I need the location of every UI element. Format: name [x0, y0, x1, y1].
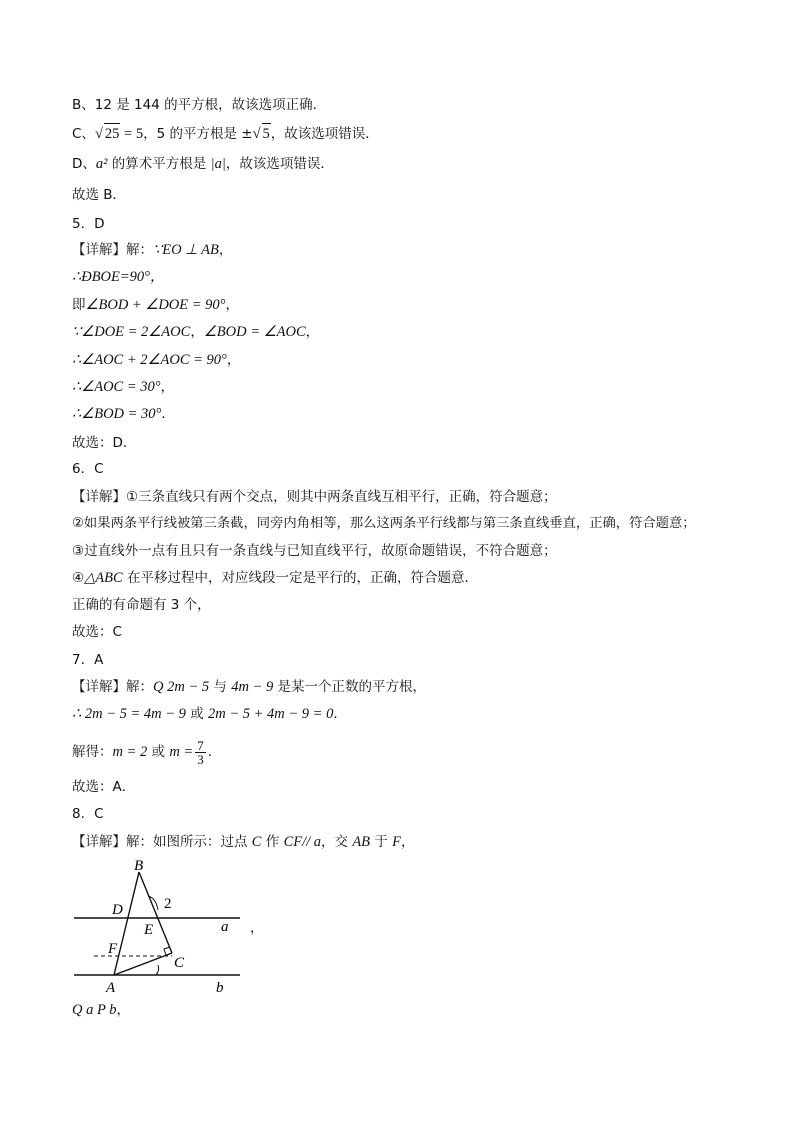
- text: 故选 B．: [72, 187, 127, 203]
- text: 6．C: [72, 461, 104, 477]
- text: 在平移过程中，对应线段一定是平行的，正确，符合题意．: [122, 570, 478, 586]
- text: 即: [72, 297, 86, 313]
- text: ，: [190, 324, 204, 340]
- numerator: 7: [197, 737, 204, 753]
- line-option-d: [72, 154, 334, 174]
- math: ∵EO ⊥ AB: [153, 242, 219, 258]
- line-q6-count: [72, 595, 211, 615]
- segment-bc: [139, 872, 172, 953]
- label-a-point: A: [106, 980, 116, 996]
- label-e-point: E: [144, 922, 154, 938]
- line-q5-step1: [72, 267, 164, 287]
- text: ③过直线外一点有且只有一条直线与已知直线平行，故原命题错误，不符合题意；: [72, 543, 557, 559]
- text: ，故该选项错误．: [225, 156, 334, 172]
- text: 5．D: [72, 216, 105, 232]
- line-answer-6: [72, 622, 122, 642]
- text: 【详解】解：: [72, 242, 153, 258]
- math: △ABC: [84, 570, 123, 586]
- label-angle-2: 2: [164, 896, 172, 912]
- text: 故选：A．: [72, 779, 136, 795]
- sqrt-25: 25: [104, 123, 121, 144]
- text: ，: [305, 324, 320, 340]
- math: 4m − 9: [231, 679, 274, 695]
- text: 【详解】解：: [72, 679, 153, 695]
- text: 的算术平方根是: [107, 156, 211, 172]
- line-q5-step2: [72, 295, 239, 315]
- line-q8: [72, 804, 104, 824]
- text: ，: [401, 834, 415, 850]
- math: Q 2m − 5: [153, 679, 210, 695]
- line-q6: [72, 459, 104, 479]
- line-q5-step4: [72, 350, 240, 370]
- text: 与: [209, 679, 232, 695]
- line-option-c: C、√ 25 = 5，5 的平方根是 ±√ 5，故该选项错误．: [72, 123, 379, 144]
- line-option-b: [72, 95, 326, 115]
- text: 于: [370, 834, 393, 850]
- text: 【详解】①三条直线只有两个交点，则其中两条直线互相平行，正确，符合题意；: [72, 489, 557, 505]
- text: ，: [225, 297, 239, 313]
- math: ∴∠AOC + 2∠AOC = 90°: [72, 352, 227, 368]
- line-q5-step6: [72, 404, 175, 424]
- math: m = 2: [112, 744, 148, 760]
- label-f-point: F: [108, 941, 118, 957]
- denominator: 3: [197, 751, 204, 767]
- line-q6-item3: [72, 541, 557, 561]
- math: a²: [95, 156, 108, 172]
- text: 作: [261, 834, 284, 850]
- label-c-point: C: [174, 955, 185, 971]
- text: ，: [160, 379, 175, 395]
- text: ④: [72, 570, 85, 586]
- text: 7．A: [72, 652, 104, 668]
- line-answer-4: [72, 185, 126, 205]
- text: 是某一个正数的平方根，: [273, 679, 427, 695]
- math: |a|: [210, 156, 226, 172]
- math: AB: [352, 834, 371, 850]
- text: ，: [250, 920, 264, 936]
- label-line-a: a: [221, 919, 229, 935]
- label-b-point: B: [134, 858, 144, 874]
- math: ∵∠DOE = 2∠AOC: [72, 324, 191, 340]
- line-q6-item1: [72, 487, 557, 507]
- line-q8-step1: [72, 1000, 130, 1020]
- line-q7-detail: [72, 677, 426, 697]
- line-q7-solution: [72, 737, 221, 767]
- math: C: [251, 834, 262, 850]
- text: ，故该选项错误．: [270, 126, 379, 142]
- line-q6-item4: [72, 568, 478, 588]
- angle-a-arc: [156, 965, 159, 975]
- text: 正确的有命题有 3 个，: [72, 597, 211, 613]
- label-line-b: b: [216, 980, 224, 996]
- figure-trailing-comma: [250, 918, 264, 938]
- line-q5-detail: [72, 240, 232, 260]
- text: ，: [218, 242, 233, 258]
- line-q5-step5: [72, 377, 174, 397]
- math: F: [392, 834, 401, 850]
- line-answer-7: [72, 777, 135, 797]
- text: C、: [72, 126, 95, 142]
- sqrt-5: 5: [262, 123, 271, 144]
- fraction-7-3: [195, 739, 206, 766]
- line-q8-detail: [72, 832, 415, 852]
- math: = 5: [120, 126, 144, 142]
- text: ．: [161, 406, 175, 422]
- text: 解得：: [72, 744, 113, 760]
- text: D、: [72, 156, 96, 172]
- math: CF// a: [283, 834, 322, 850]
- math: ∠BOD = ∠AOC: [203, 324, 306, 340]
- math: m =: [169, 744, 194, 760]
- line-q6-item2: [72, 514, 696, 534]
- math: ∴∠AOC = 30°: [72, 379, 161, 395]
- text: ．: [207, 744, 222, 760]
- math: 2m − 5 + 4m − 9 = 0: [208, 706, 334, 722]
- text: 8．C: [72, 806, 104, 822]
- geometry-figure: [68, 852, 268, 1002]
- math: Q a P b: [72, 1002, 117, 1018]
- text: ，: [116, 1002, 130, 1018]
- math: ∠BOD + ∠DOE = 90°: [85, 297, 226, 313]
- label-d-point: D: [112, 902, 123, 918]
- math: ∴ 2m − 5 = 4m − 9: [72, 706, 186, 722]
- text: 故选：C: [72, 624, 122, 640]
- text: 或: [185, 706, 208, 722]
- line-q7-step1: [72, 704, 347, 724]
- line-q5: [72, 214, 104, 234]
- text: ，5 的平方根是 ±: [143, 126, 253, 142]
- text: ，: [226, 352, 241, 368]
- text: ，交: [321, 834, 353, 850]
- math: ∴ÐBOE=90°，: [72, 269, 165, 285]
- segment-ab: [114, 872, 139, 975]
- text: 【详解】解：如图所示：过点: [72, 834, 252, 850]
- math: ∴∠BOD = 30°: [72, 406, 162, 422]
- text: 或: [147, 744, 170, 760]
- line-q5-step3: [72, 322, 319, 342]
- line-q7: [72, 650, 103, 670]
- text: ②如果两条平行线被第三条截，同旁内角相等，那么这两条平行线都与第三条直线垂直，正确，符合题意；: [72, 516, 696, 531]
- text: 故选：D．: [72, 435, 137, 451]
- line-answer-5: [72, 433, 136, 453]
- text: ．: [333, 706, 347, 722]
- text: B、12 是 144 的平方根，故该选项正确．: [72, 97, 327, 113]
